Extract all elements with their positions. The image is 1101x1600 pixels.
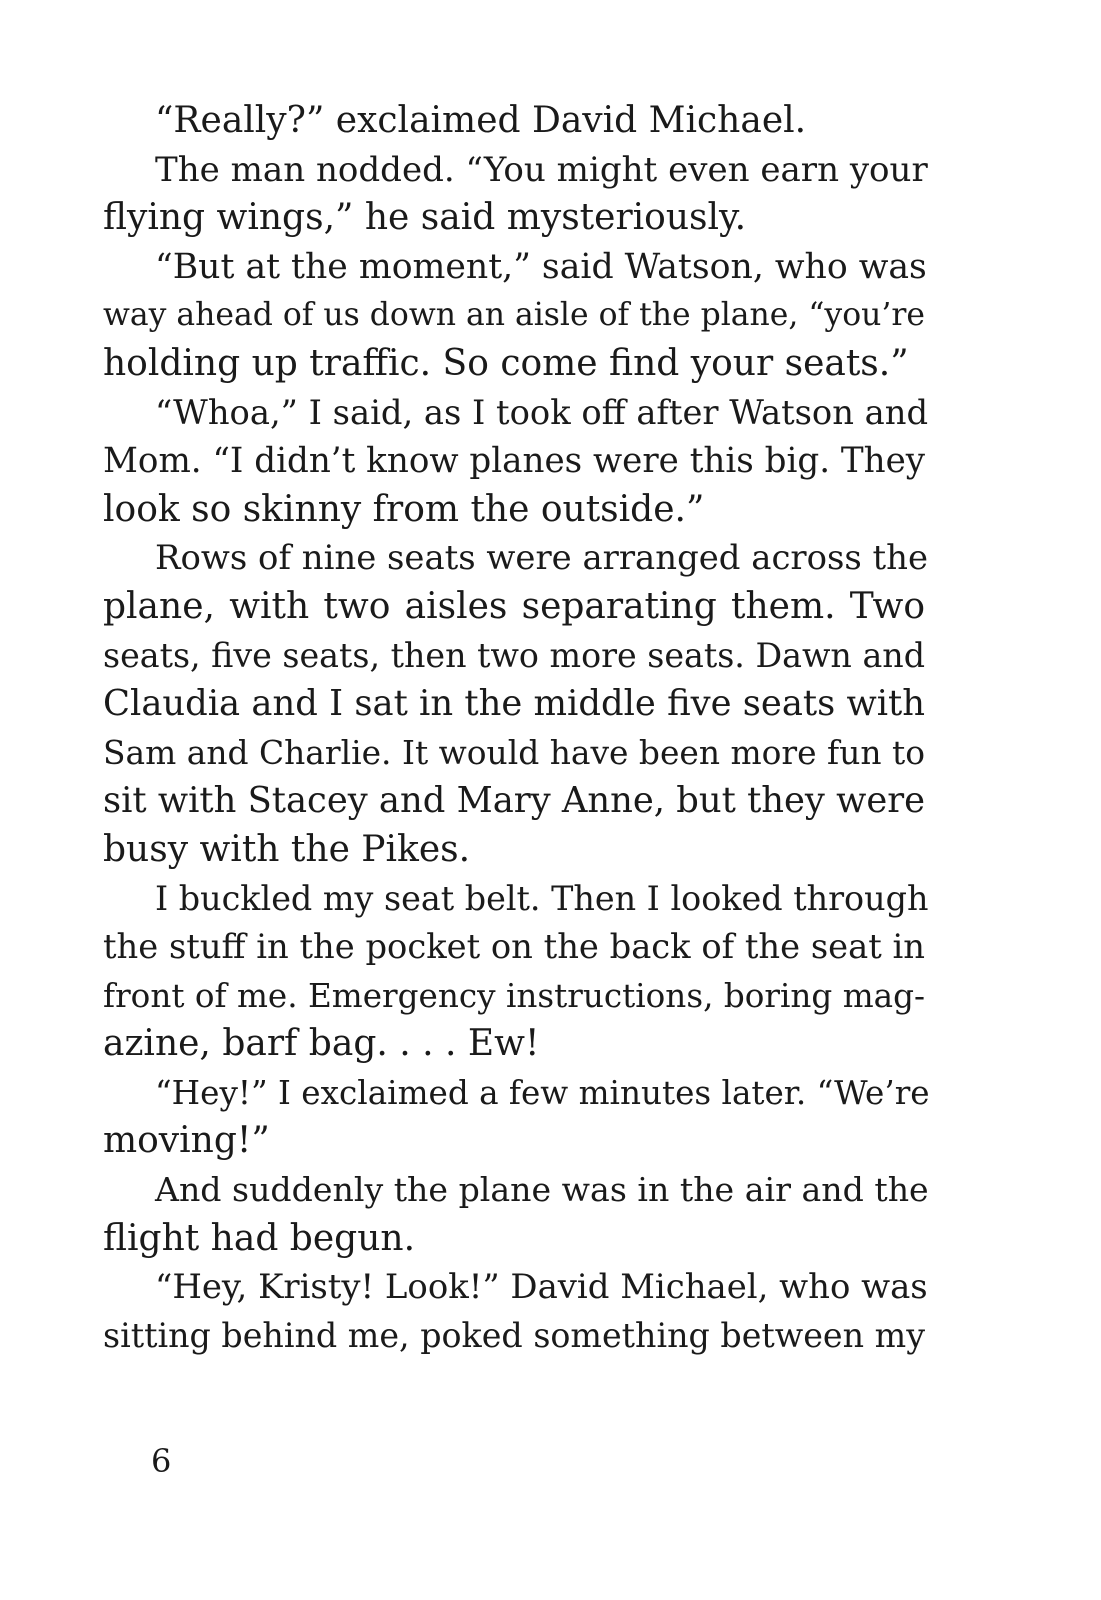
text-line: “Whoa,” I said, as I took off after Watson and <box>155 392 929 432</box>
text-line: “Hey!” I exclaimed a few minutes later. “We’re <box>155 1073 930 1112</box>
text-line: plane, with two aisles separating them. Two <box>103 585 925 627</box>
text-line: “But at the moment,” said Watson, who was <box>155 246 927 287</box>
text-line: holding up traffic. So come find your seats.” <box>103 342 909 384</box>
text-line: “Really?” exclaimed David Michael. <box>155 100 807 141</box>
text-line: I buckled my seat belt. Then I looked through <box>155 878 929 918</box>
text-line: Rows of nine seats were arranged across the <box>155 538 929 578</box>
page-number: 6 <box>151 1442 172 1480</box>
text-line: Claudia and I sat in the middle five seats with <box>103 683 925 725</box>
text-line: “Hey, Kristy! Look!” David Michael, who was <box>155 1267 928 1307</box>
text-line: The man nodded. “You might even earn your <box>155 149 928 190</box>
text-line: look so skinny from the outside.” <box>103 488 705 530</box>
text-line: the stuff in the pocket on the back of the seat in <box>103 927 925 967</box>
text-line: sit with Stacey and Mary Anne, but they were <box>103 780 926 822</box>
text-line: sitting behind me, poked something between my <box>103 1315 925 1355</box>
text-line: And suddenly the plane was in the air and the <box>155 1170 929 1210</box>
text-line: seats, five seats, then two more seats. Dawn and <box>103 635 925 675</box>
text-line: moving!” <box>103 1120 270 1162</box>
text-line: busy with the Pikes. <box>103 828 471 870</box>
text-line: front of me. Emergency instructions, boring mag- <box>103 976 925 1015</box>
body-text <box>103 97 930 1360</box>
text-line: flight had begun. <box>103 1217 416 1259</box>
text-line: Sam and Charlie. It would have been more fun to <box>103 732 925 772</box>
text-line: Mom. “I didn’t know planes were this big. They <box>103 441 926 482</box>
text-line: azine, barf bag. . . . Ew! <box>103 1023 540 1065</box>
text-line: way ahead of us down an aisle of the plane, “you’re <box>103 297 925 334</box>
text-line: flying wings,” he said mysteriously. <box>103 197 747 239</box>
